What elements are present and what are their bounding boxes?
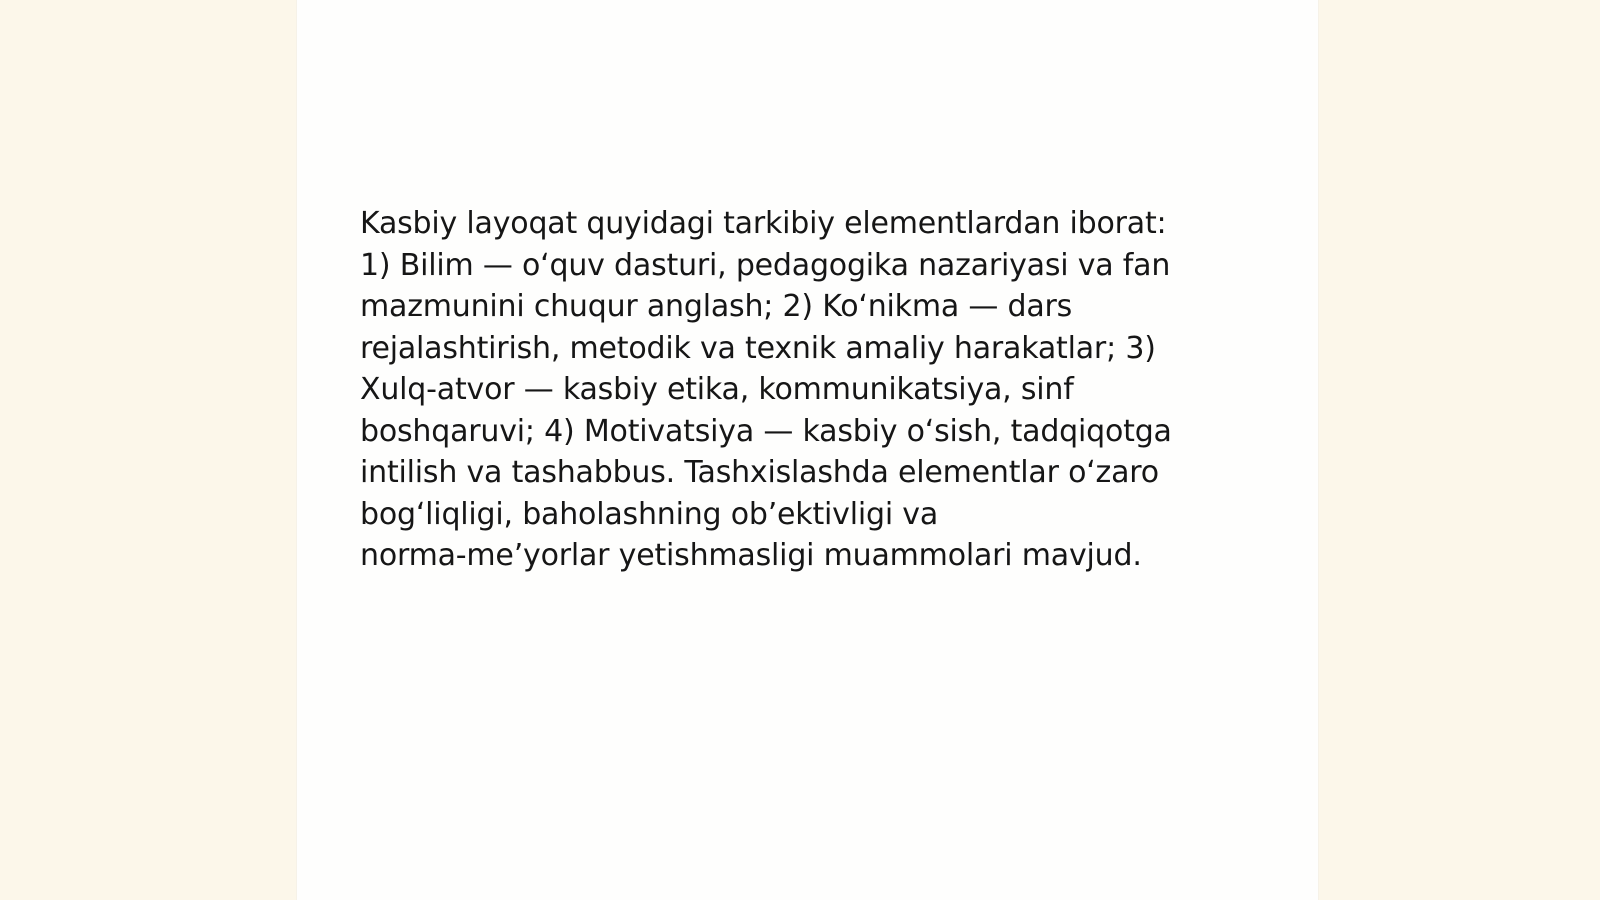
slide-page [297,0,1318,900]
slide-body-text: Kasbiy layoqat quyidagi tarkibiy elementlardan iborat: 1) Bilim — o‘quv dasturi, pedagogika nazariyasi va fan mazmunini chuqur anglash; 2) Ko‘nikma — dars rejalashtirish, metodik va texnik amaliy harakatlar; 3) Xulq-atvor — kasbiy etika, kommunikatsiya, sinf boshqaruvi; 4) Motivatsiya — kasbiy o‘sish, tadqiqotga intilish va tashabbus. Tashxislashda elementlar o‘zaro bog‘liqligi, baholashning ob’ektivligi va norma-me’yorlar yetishmasligi muammolari mavjud. [360,206,1172,573]
